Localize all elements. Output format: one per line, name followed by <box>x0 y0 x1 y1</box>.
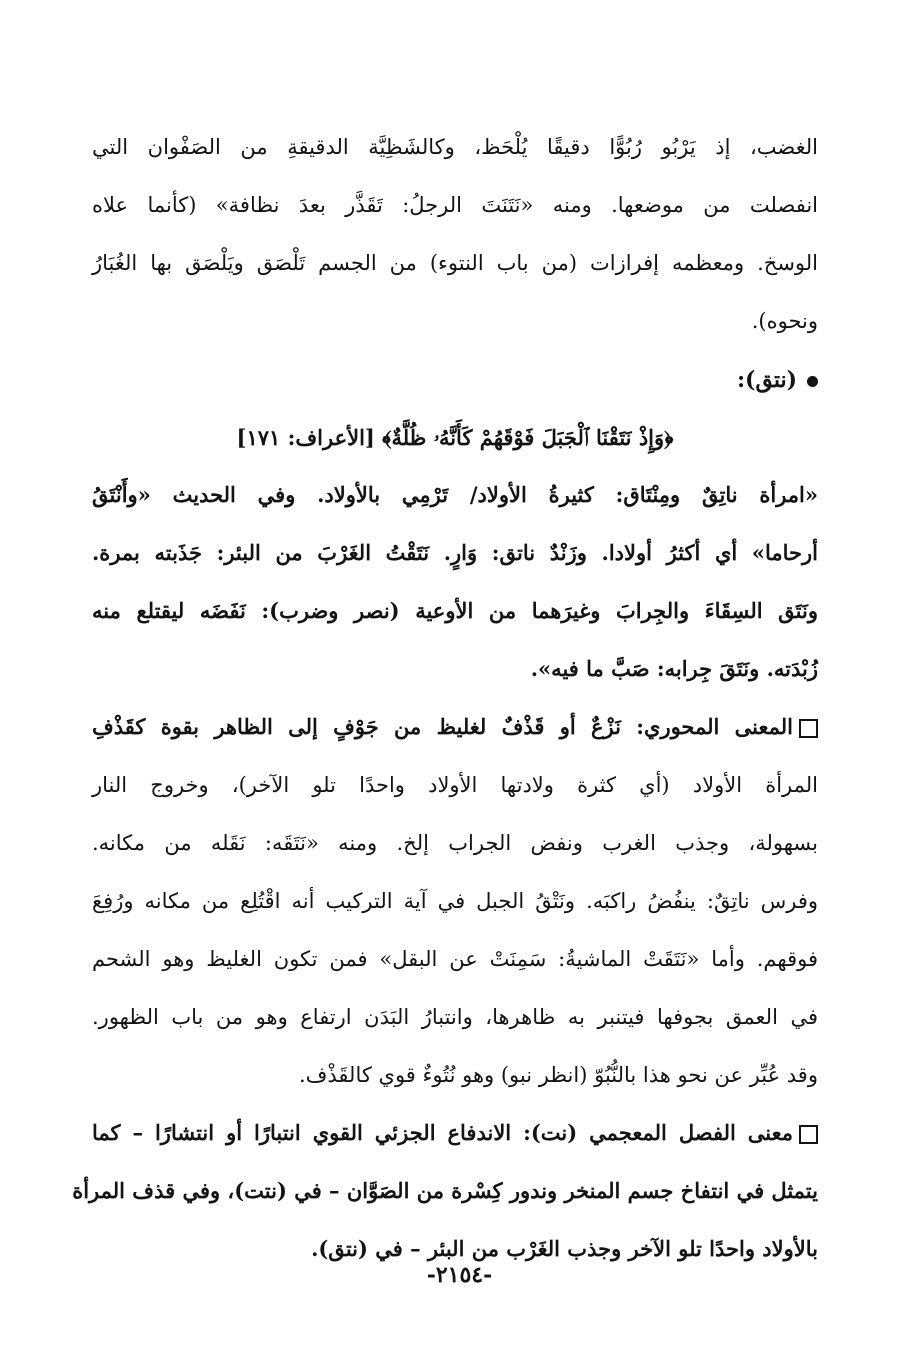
paragraph-3 <box>92 698 818 1104</box>
text-line: فوقهم. وأما «نَتَقَتْ الماشيةُ: سَمِنَتْ عن البقل» فمن تكون الغليظ وهو الشحم <box>92 947 818 971</box>
entry-heading-text: (نتق): <box>736 367 797 393</box>
text-line: بالأولاد واحدًا تلو الآخر وجذب الغَرْب من البئر – في (نتق). <box>311 1236 818 1261</box>
text-line: الوسخ. ومعظمه إفرازات (من باب النتوء) من الجسم تَلْصَق ويَلْصَق بها الغُبَارُ <box>92 251 818 275</box>
text-line: زُبْدَته. ونَتَقَ جِرابه: صَبَّ ما فيه». <box>530 656 818 681</box>
text-line: ونحوه). <box>751 309 818 333</box>
text-line: الغضب، إذ يَرْبُو رُبُوًّا دقيقًا يُلْحَظ، وكالشَظِيَّة الدقيقةِ من الصَفْوان التي <box>92 135 818 159</box>
text-line: وفرس ناتِقٌ: ينفُضُ راكبَه. ونَتْقُ الجبل في آية التركيب أنه اقْتُلِع من مكانه ورُفِعَ <box>92 889 818 913</box>
section-heading-line <box>92 1104 818 1162</box>
text-line: بسهولة، وجذب الغرب ونفض الجراب إلخ. ومنه «نَتَقَه: نَقَله من مكانه. <box>92 831 818 855</box>
square-bullet-icon <box>799 1125 818 1144</box>
chapter-meaning-text: معنى الفصل المعجمي (نت): الاندفاع الجزئي القوي انتبارًا أو انتشارًا – كما <box>92 1120 793 1145</box>
page-number: -٢١٥٤- <box>426 1262 493 1288</box>
square-bullet-icon <box>799 719 818 738</box>
text-line: «امرأة ناتِقٌ ومِنْتَاق: كثيرةُ الأولاد/ تَرْمِي بالأولاد. وفي الحديث «وأَنْتَقُ <box>92 482 818 507</box>
text-line: ونَتَق السِقَاءَ والجِرابَ وغيرَهما من الأوعية (نصر وضرب): نَفَضَه ليقتلع منه <box>92 598 818 623</box>
quran-verse <box>92 410 818 466</box>
text-line: وقد عُبِّر عن نحو هذا بالنُّبُوّ (انظر نبو) وهو نُتُوءٌ قوي كالقَذْف. <box>298 1063 818 1087</box>
page-body <box>72 118 818 1298</box>
verse-text: ﴿وَإِذْ نَتَقْنَا ٱلْجَبَلَ فَوْقَهُمْ كَأَنَّهُۥ ظُلَّةٌ﴾ <box>382 425 674 450</box>
verse-reference: [الأعراف: ١٧١] <box>236 425 375 450</box>
paragraph-1 <box>92 118 818 350</box>
paragraph-4 <box>72 1104 818 1278</box>
paragraph-2 <box>92 466 818 698</box>
core-meaning-text: المعنى المحوري: نَزْعٌ أو قَذْفٌ لغليظ من جَوْفٍ إلى الظاهر بقوة كقَذْفِ <box>92 714 793 739</box>
text-line: يتمثل في انتفاخ جسم المنخر وندور كِسْرة من الصَوَّان – في (نتت)، وفي قذف المرأة <box>72 1178 818 1203</box>
section-heading-line <box>92 698 818 756</box>
text-line: في العمق بجوفها فيتنبر به ظاهرها، وانتبارُ البَدَن ارتفاع وهو من باب الظهور. <box>92 1005 818 1029</box>
text-line: انفصلت من موضعها. ومنه «نَتَنَتَ الرجلُ: تَقَذَّر بعدَ نظافة» (كأنما علاه <box>92 193 818 217</box>
text-line: المرأة الأولاد (أي كثرة ولادتها الأولاد واحدًا تلو الآخر)، وخروج النار <box>92 773 818 797</box>
text-line: أرحاما» أي أكثرُ أولادا. وزَنْدٌ ناتق: وَارٍ. نَتَقْتُ الغَرْبَ من البئر: جَذَبته بمرة. <box>92 540 818 565</box>
entry-heading <box>92 350 818 410</box>
bullet-icon <box>807 376 818 387</box>
